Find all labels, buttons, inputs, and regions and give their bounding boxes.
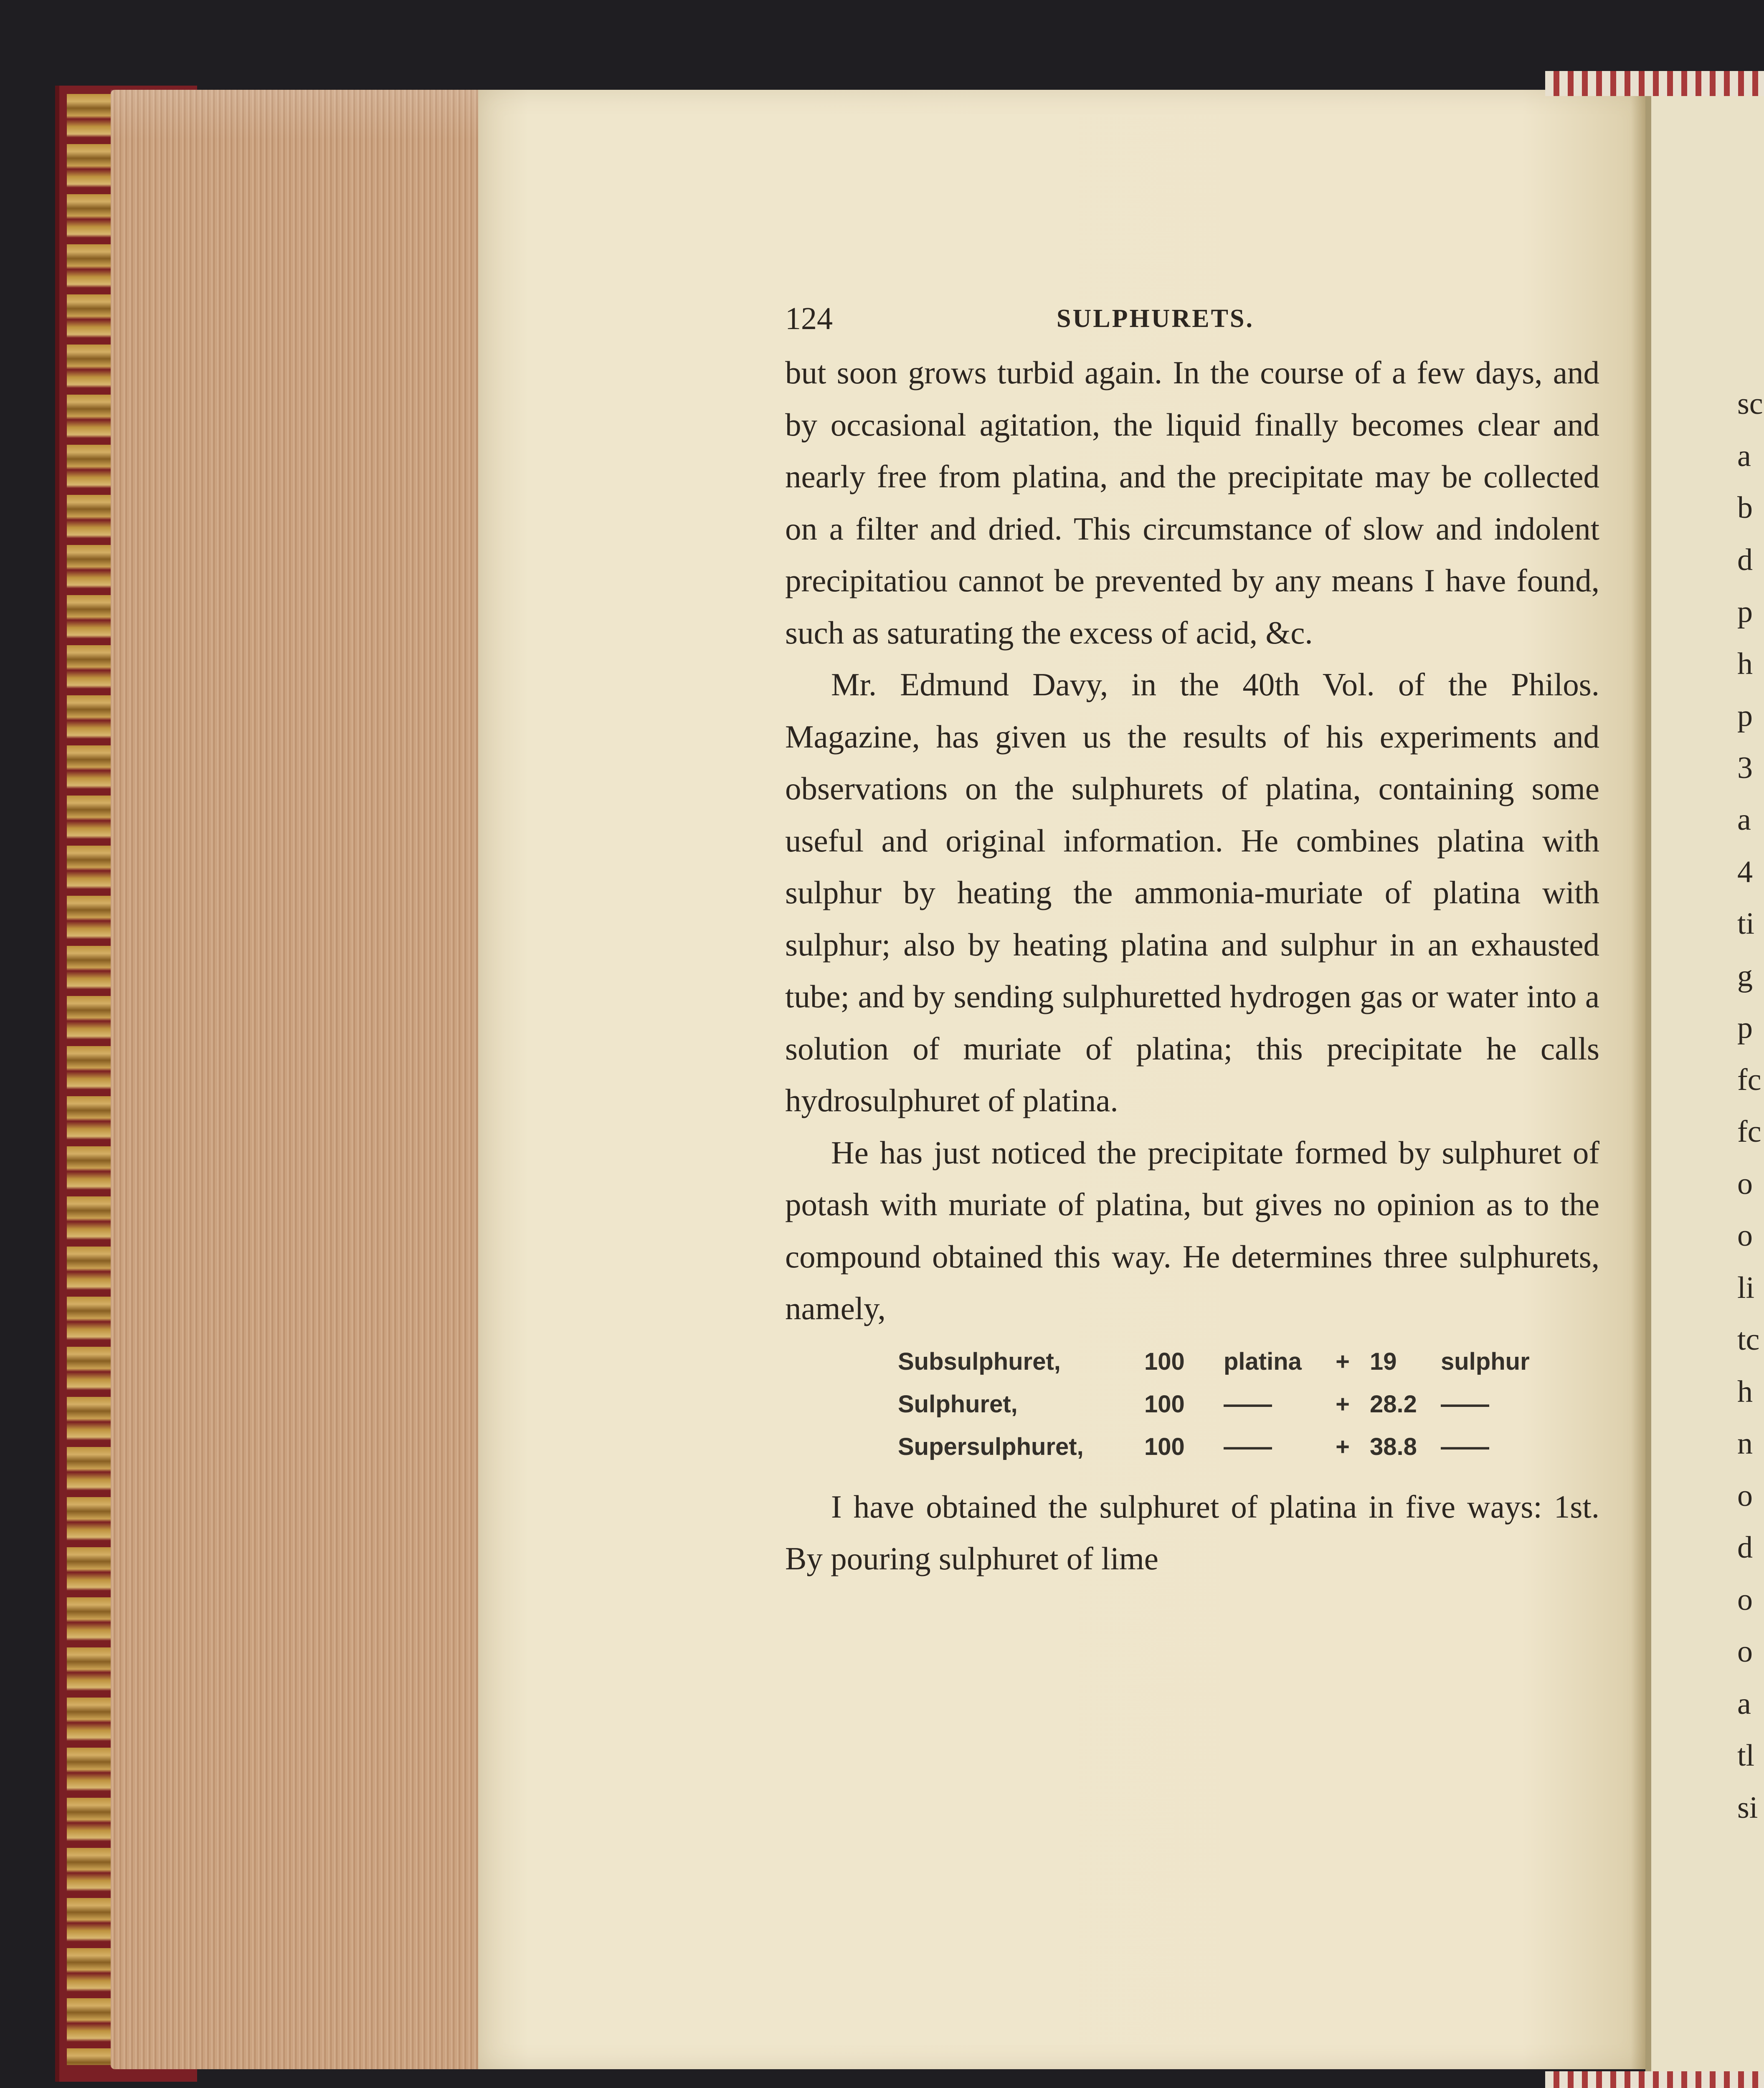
facing-page-fragment: fc [1737,1115,1761,1149]
platina-amount: 100 [1144,1390,1185,1418]
plus-sign: + [1336,1348,1350,1375]
facing-page-fragment: o [1737,1219,1753,1253]
plus-sign: + [1336,1433,1350,1460]
facing-page-fragment: p [1737,1011,1753,1045]
sulphur-unit: sulphur [1441,1348,1530,1375]
running-title: SULPHURETS. [1057,304,1254,333]
facing-page-fragment: a [1737,438,1751,473]
facing-page-fragment: o [1737,1582,1753,1617]
platina-unit: platina [1224,1348,1302,1375]
facing-page-fragment: 4 [1737,854,1753,889]
facing-page-fragment: a [1737,1686,1751,1721]
compound-name: Sulphuret, [898,1390,1018,1418]
facing-page-fragment: si [1737,1790,1758,1825]
facing-page-fragment: tl [1737,1738,1755,1773]
facing-page-fragment: h [1737,646,1753,681]
facing-page-fragment: o [1737,1634,1753,1669]
sulphur-amount: 28.2 [1370,1390,1417,1418]
table-row [785,1340,1599,1383]
platina-amount: 100 [1144,1348,1185,1375]
paragraph-2: Mr. Edmund Davy, in the 40th Vol. of the Philos. Magazine, has given us the results of his experiments and observations on the sulphurets of platina, containing some useful and original information. He combines platina with sulphur by heating the ammonia-muriate of platina with sulphur; also by heating platina and sulphur in an exhausted tube; and by sending sulphuretted hydrogen gas or water into a solution of muriate of platina; this precipitate he calls hydrosulphuret of platina. [785,666,1599,1118]
facing-page-fragment: d [1737,1531,1753,1565]
table-row [785,1383,1599,1426]
facing-page-fragment: fc [1737,1062,1761,1097]
facing-page-fragment: li [1737,1270,1755,1305]
platina-amount: 100 [1144,1433,1185,1460]
headband-top [1545,71,1764,96]
plus-sign: + [1336,1390,1350,1418]
headband-bottom [1545,2071,1764,2088]
facing-page-fragment: b [1737,491,1753,525]
compound-name: Supersulphuret, [898,1433,1084,1460]
sulphuret-table [785,1340,1599,1468]
sulphur-amount: 19 [1370,1348,1397,1375]
compound-name: Subsulphuret, [898,1348,1061,1375]
paragraph-4: I have obtained the sulphuret of platina in five ways: 1st. By pouring sulphuret of lime [785,1488,1599,1576]
paragraph-3: He has just noticed the precipitate formed by sulphuret of potash with muriate of platina, but gives no opinion as to the compound obtained this way. He determines three sulphurets, namely, [785,1134,1599,1326]
sulphur-unit: —— [1441,1433,1489,1460]
facing-page-fragment: o [1737,1166,1753,1201]
facing-page-fragment: h [1737,1374,1753,1409]
page-text-block [785,301,1599,1585]
facing-page-fragment: p [1737,699,1753,733]
sulphur-unit: —— [1441,1390,1489,1418]
facing-page-fragment: 3 [1737,750,1753,785]
facing-page-fragment: d [1737,542,1753,577]
facing-page-fragment: o [1737,1478,1753,1513]
facing-page-fragment: n [1737,1427,1753,1461]
facing-page-fragment: g [1737,958,1753,993]
running-head [785,301,1599,347]
page-edges [111,90,478,2069]
facing-page-fragment: a [1737,803,1751,837]
facing-page-fragment: tc [1737,1323,1760,1357]
facing-page-fragment: p [1737,595,1753,629]
paragraph-1: but soon grows turbid again. In the course of a few days, and by occasional agitation, the liquid finally becomes clear and nearly free from platina, and the precipitate may be collected on a filter and dried. This circumstance of slow and indolent precipitatiou cannot be prevented by any means I have found, such as saturating the excess of acid, &c. [785,355,1599,651]
facing-page-text [1737,378,1764,1834]
facing-page-fragment: ti [1737,907,1755,941]
facing-page-fragment: sc [1737,387,1763,421]
platina-unit: —— [1224,1433,1272,1460]
page-edges-highlight [111,90,478,140]
page-number: 124 [785,301,833,336]
sulphur-amount: 38.8 [1370,1433,1417,1460]
body-text [785,347,1599,1585]
platina-unit: —— [1224,1390,1272,1418]
table-row [785,1426,1599,1468]
